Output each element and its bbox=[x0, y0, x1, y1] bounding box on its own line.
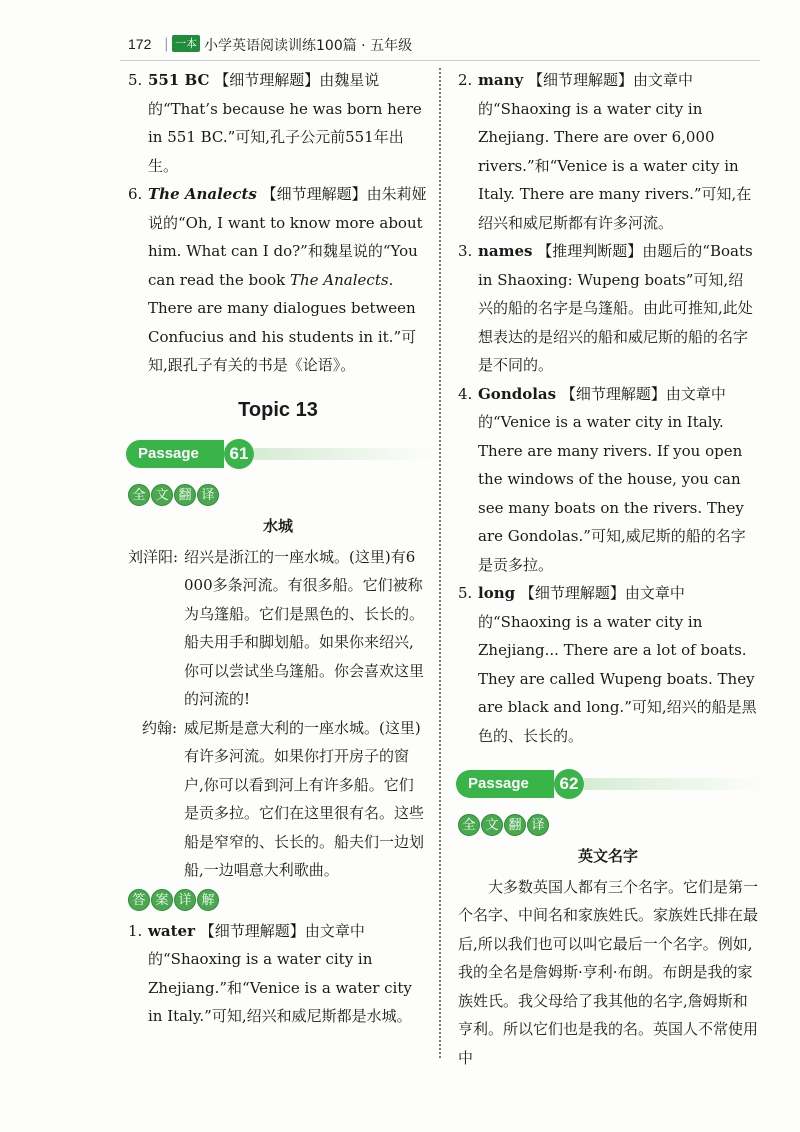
banner-fade bbox=[254, 448, 434, 460]
item-number: 6. bbox=[128, 185, 143, 203]
item-explanation: 由文章中的“Shaoxing is a water city in Zhejiang.”和“Venice is a water city in Italy.”可知,绍兴和威尼斯都是水城。 bbox=[148, 921, 412, 1025]
item-explanation: 由魏星说的“That’s because he was born here in 551 BC.”可知,孔子公元前551年出生。 bbox=[148, 71, 422, 175]
header-rule bbox=[120, 60, 760, 61]
passage-number: 61 bbox=[224, 439, 254, 469]
answer-section-label bbox=[128, 889, 428, 911]
item-explanation: 由文章中的“Shaoxing is a water city in Zhejiang. There are over 6,000 rivers.”和“Venice is a water city in Italy. There are many rivers.”可知,在绍兴和威尼斯都有许多河流。 bbox=[478, 71, 752, 232]
column-divider bbox=[439, 68, 441, 1058]
question-type-tag: 【细节理解题】 bbox=[560, 384, 666, 403]
label-chip: 翻 bbox=[174, 484, 196, 506]
question-type-tag: 【细节理解题】 bbox=[261, 185, 367, 203]
speaker-name: 刘洋阳: bbox=[128, 547, 179, 566]
passage-label: Passage bbox=[126, 440, 224, 468]
dialogue-line bbox=[128, 714, 428, 885]
topic-heading: Topic 13 bbox=[238, 398, 318, 421]
dialogue-line bbox=[128, 543, 428, 714]
item-explanation: 由朱莉娅说的“Oh, I want to know more about him. What can I do?”和魏星说的“You can read the book bbox=[148, 185, 427, 289]
item-explanation: 由文章中的“Venice is a water city in Italy. There are many rivers. If you open the windows of the house, you can see many boats on the rivers. They are Gondolas.”可知,威尼斯的船的名字是贡多拉。 bbox=[478, 384, 746, 574]
answer-item-2 bbox=[458, 66, 758, 237]
page-number: 172 bbox=[128, 36, 152, 52]
label-chip: 全 bbox=[458, 814, 480, 836]
item-number: 4. bbox=[458, 384, 473, 403]
item-number: 1. bbox=[128, 921, 143, 940]
dialogue-text: 威尼斯是意大利的一座水城。(这里)有许多河流。如果你打开房子的窗户,你可以看到河上有许多船。它们是贡多拉。它们在这里很有名。这些船是窄窄的、长长的。船夫们一边划船,一边唱意大利歌曲。 bbox=[184, 718, 425, 879]
answer-item-6 bbox=[128, 180, 428, 380]
label-chip: 译 bbox=[197, 484, 219, 506]
translation-paragraph: 大多数英国人都有三个名字。它们是第一个名字、中间名和家族姓氏。家族姓氏排在最后,所以我们也可以叫它最后一个名字。例如,我的全名是詹姆斯·亨利·布朗。布朗是我的家族姓氏。我父母给了我其他的名字,詹姆斯和亨利。所以它们也是我的名。英国人不常使用中 bbox=[458, 877, 759, 1067]
label-chip: 解 bbox=[197, 889, 219, 911]
label-chip: 文 bbox=[481, 814, 503, 836]
item-answer: water bbox=[148, 921, 196, 940]
left-column bbox=[128, 66, 428, 1031]
banner-fade bbox=[584, 778, 764, 790]
item-answer: long bbox=[478, 584, 516, 602]
right-column bbox=[458, 66, 758, 1072]
item-answer: names bbox=[478, 242, 533, 260]
item-explanation-cont: . There are many dialogues between Confucius and his students in it.”可知,跟孔子有关的书是《论语》。 bbox=[148, 270, 417, 374]
translation-title: 英文名字 bbox=[577, 847, 638, 865]
page-header bbox=[120, 30, 760, 60]
dialogue-text: 绍兴是浙江的一座水城。(这里)有6 000多条河流。有很多船。它们被称为乌篷船。它们是黑色的、长长的。船夫用手和脚划船。如果你来绍兴,你可以尝试坐乌篷船。你会喜欢这里的河流的! bbox=[184, 547, 425, 708]
answer-item-4 bbox=[458, 380, 758, 580]
passage-label: Passage bbox=[456, 770, 554, 798]
passage-banner bbox=[458, 768, 758, 802]
series-title: 小学英语阅读训练100篇 · 五年级 bbox=[204, 38, 413, 54]
answer-item-3 bbox=[458, 237, 758, 380]
answer-item-1 bbox=[128, 917, 428, 1031]
header-separator: | bbox=[164, 36, 169, 52]
item-explanation: 由题后的“Boats in Shaoxing: Wupeng boats”可知,绍兴的船的名字是乌篷船。由此可推知,此处想表达的是绍兴的船和威尼斯的船的名字是不同的。 bbox=[478, 242, 753, 374]
passage-number: 62 bbox=[554, 769, 584, 799]
question-type-tag: 【推理判断题】 bbox=[537, 242, 643, 260]
item-number: 5. bbox=[128, 71, 143, 89]
translation-section-label bbox=[458, 814, 758, 836]
answer-item-5 bbox=[458, 579, 758, 750]
label-chip: 详 bbox=[174, 889, 196, 911]
label-chip: 全 bbox=[128, 484, 150, 506]
translation-title: 水城 bbox=[262, 517, 293, 535]
label-chip: 答 bbox=[128, 889, 150, 911]
item-answer: The Analects bbox=[148, 185, 257, 203]
item-answer: 551 BC bbox=[148, 71, 210, 89]
answer-item-5 bbox=[128, 66, 428, 180]
item-number: 2. bbox=[458, 71, 473, 89]
label-chip: 翻 bbox=[504, 814, 526, 836]
question-type-tag: 【细节理解题】 bbox=[528, 71, 634, 89]
brand-logo: 一本 bbox=[172, 35, 200, 52]
item-answer: Gondolas bbox=[478, 384, 557, 403]
book-title: The Analects bbox=[290, 270, 389, 289]
passage-banner bbox=[128, 438, 428, 472]
translation-section-label bbox=[128, 484, 428, 506]
question-type-tag: 【细节理解题】 bbox=[199, 921, 305, 940]
item-explanation: 由文章中的“Shaoxing is a water city in Zhejiang... There are a lot of boats. They are called Wupeng boats. They are black and long.”可知,绍兴的船是黑色的、长长的。 bbox=[478, 584, 757, 745]
item-number: 5. bbox=[458, 584, 473, 602]
item-number: 3. bbox=[458, 242, 473, 260]
item-answer: many bbox=[478, 71, 524, 89]
label-chip: 案 bbox=[151, 889, 173, 911]
question-type-tag: 【细节理解题】 bbox=[519, 584, 625, 602]
question-type-tag: 【细节理解题】 bbox=[214, 71, 320, 89]
label-chip: 文 bbox=[151, 484, 173, 506]
label-chip: 译 bbox=[527, 814, 549, 836]
speaker-name: 约翰: bbox=[142, 718, 178, 737]
